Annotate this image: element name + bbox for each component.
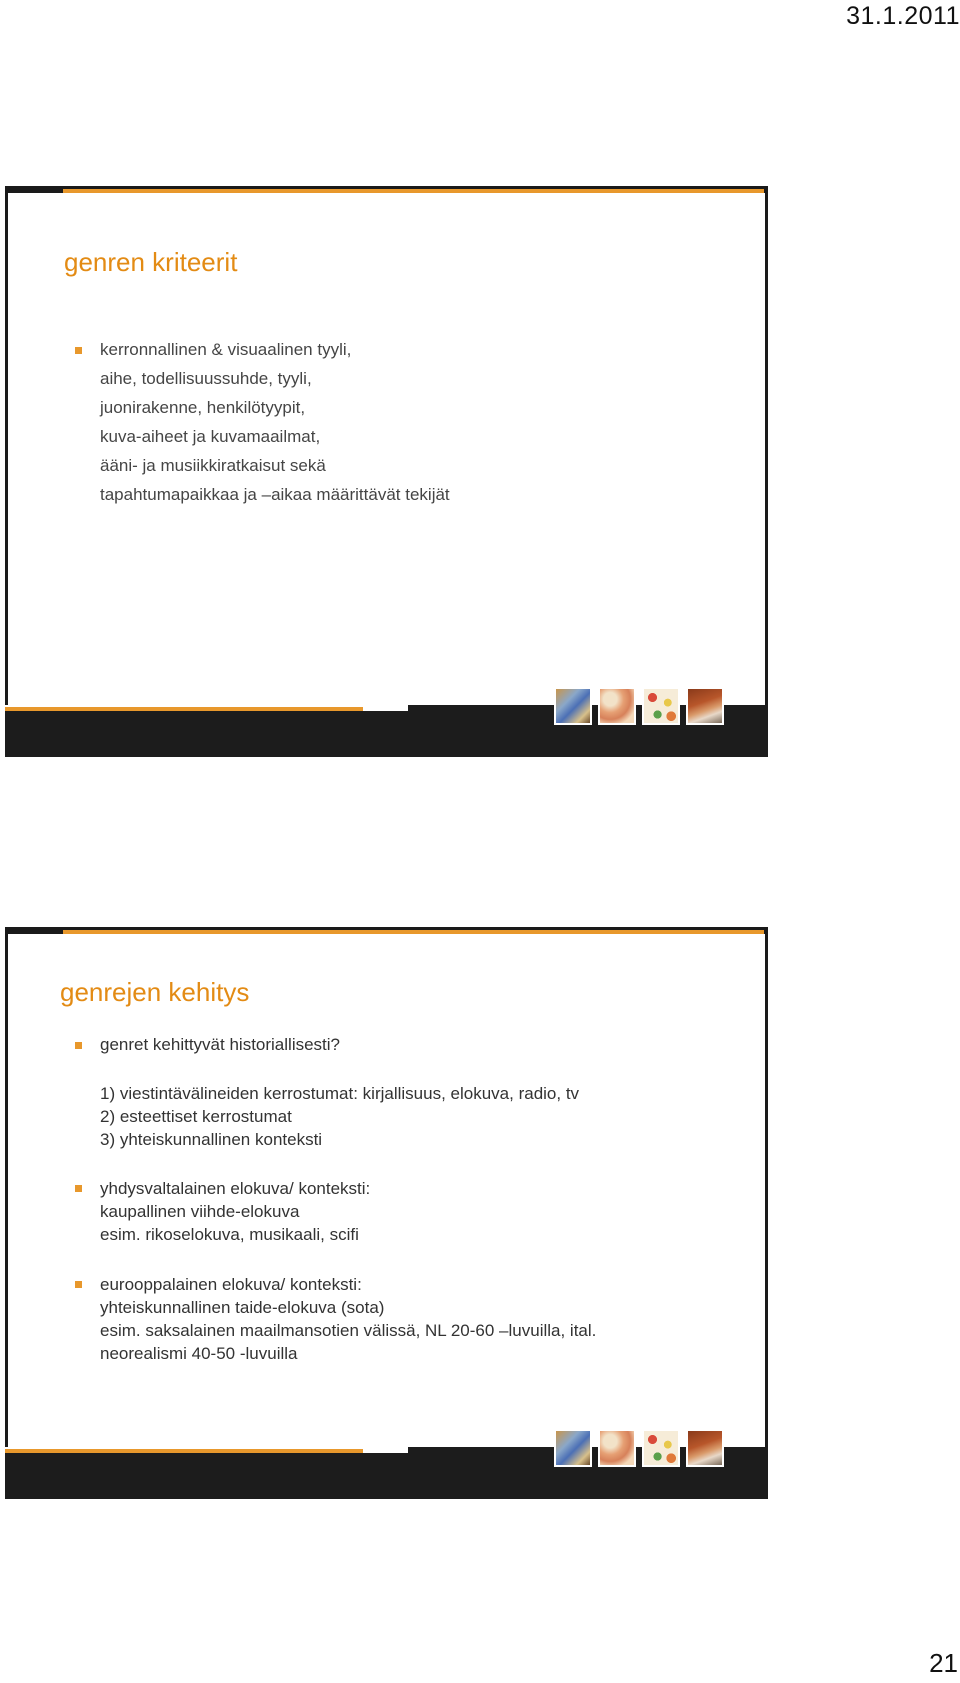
- thumbnail-image-3: [642, 687, 680, 725]
- bullet-line: kaupallinen viihde-elokuva: [100, 1202, 300, 1221]
- slide-title: genren kriteerit: [64, 247, 238, 277]
- bullet-text: [100, 1033, 340, 1056]
- sub-line: 2) esteettiset kerrostumat: [100, 1107, 292, 1126]
- bullet-text: [100, 1177, 370, 1246]
- slide-genren-kriteerit: [5, 186, 768, 757]
- sub-line: 3) yhteiskunnallinen konteksti: [100, 1130, 323, 1149]
- thumbnail-image-3: [642, 1429, 680, 1467]
- bullet-line: eurooppalainen elokuva/ konteksti:: [100, 1275, 362, 1294]
- slide-top-bar: [5, 186, 768, 193]
- bullet-line: tapahtumapaikkaa ja –aikaa määrittävät tekijät: [100, 485, 450, 504]
- bullet-line: neorealismi 40-50 -luvuilla: [100, 1344, 298, 1363]
- bullet-marker: [75, 347, 82, 354]
- sub-line: 1) viestintävälineiden kerrostumat: kirjallisuus, elokuva, radio, tv: [100, 1084, 580, 1103]
- slide-top-bar: [5, 927, 768, 934]
- sub-list: [100, 1082, 579, 1151]
- bullet-marker: [75, 1185, 82, 1192]
- slide-bottom-bar: [5, 705, 768, 757]
- bullet-line: aihe, todellisuussuhde, tyyli,: [100, 369, 312, 388]
- thumbnail-image-1: [554, 687, 592, 725]
- bullet-line: kerronnallinen & visuaalinen tyyli,: [100, 340, 352, 359]
- slide-genrejen-kehitys: [5, 927, 768, 1499]
- thumbnail-image-2: [598, 687, 636, 725]
- bullet-line: genret kehittyvät historiallisesti?: [100, 1035, 341, 1054]
- bullet-text: [100, 335, 450, 509]
- bullet-line: esim. saksalainen maailmansotien välissä, NL 20-60 –luvuilla, ital.: [100, 1321, 597, 1340]
- thumbnail-image-1: [554, 1429, 592, 1467]
- thumbnail-image-4: [686, 1429, 724, 1467]
- bullet-marker: [75, 1042, 82, 1049]
- bullet-text: [100, 1273, 596, 1365]
- bullet-line: kuva-aiheet ja kuvamaailmat,: [100, 427, 321, 446]
- bullet-marker: [75, 1281, 82, 1288]
- slide-bottom-bar: [5, 1447, 768, 1499]
- bullet-line: ääni- ja musiikkiratkaisut sekä: [100, 456, 326, 475]
- slide-title: genrejen kehitys: [60, 977, 250, 1007]
- page-number: 21: [929, 1648, 958, 1678]
- thumbnail-image-2: [598, 1429, 636, 1467]
- thumbnail-image-4: [686, 687, 724, 725]
- bullet-line: yhteiskunnallinen taide-elokuva (sota): [100, 1298, 385, 1317]
- bullet-line: juonirakenne, henkilötyypit,: [100, 398, 306, 417]
- bullet-line: esim. rikoselokuva, musikaali, scifi: [100, 1225, 359, 1244]
- page-date: 31.1.2011: [846, 2, 960, 30]
- bullet-line: yhdysvaltalainen elokuva/ konteksti:: [100, 1179, 371, 1198]
